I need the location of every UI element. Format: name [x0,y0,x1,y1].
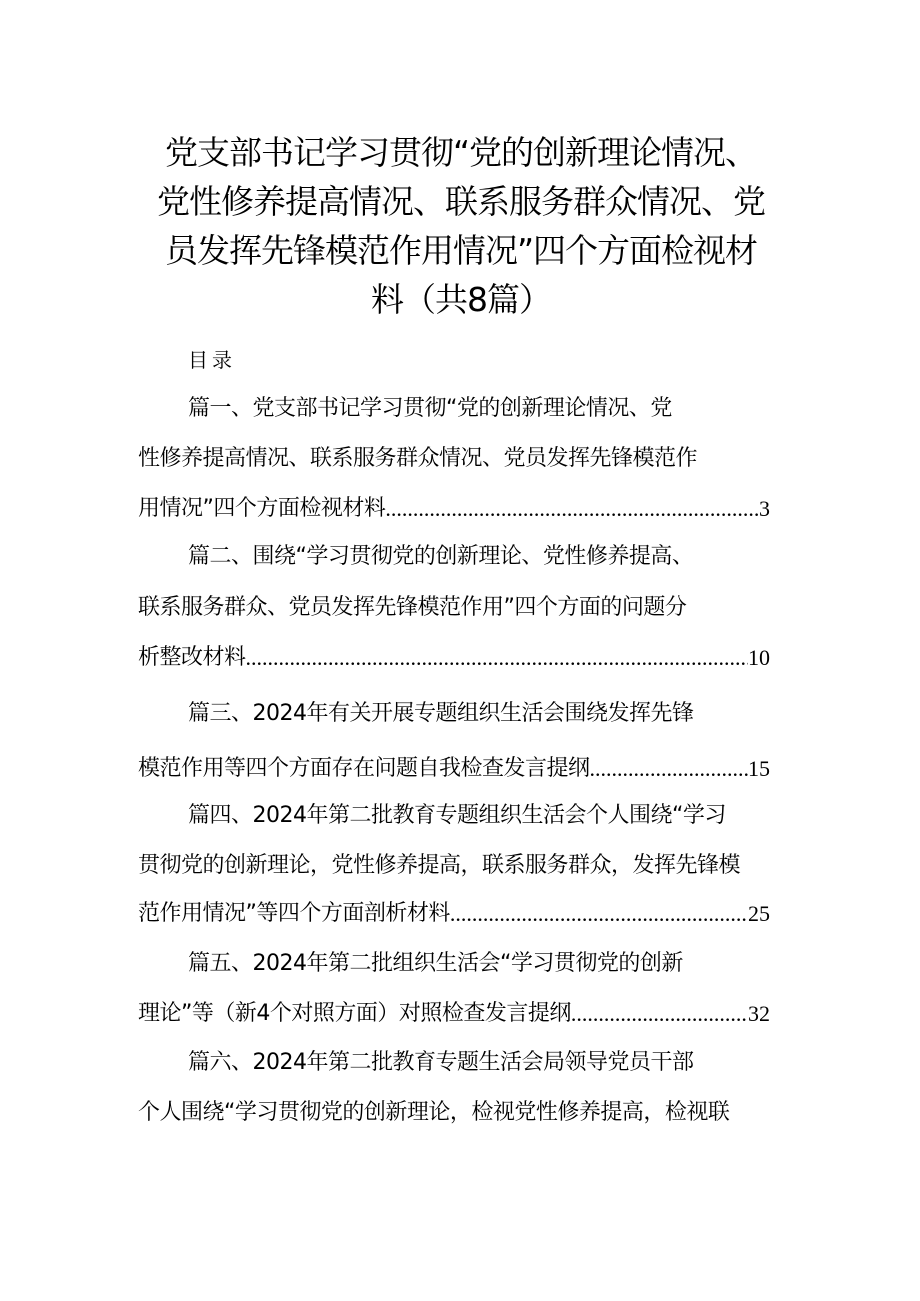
toc-entry-3-last-line[interactable] [138,752,770,786]
toc-entry-1-page: 3 [759,496,770,521]
toc-entry-4-line: 贯彻党的创新理论，党性修养提高，联系服务群众，发挥先锋模 [138,853,741,878]
dot-leader [385,492,759,526]
toc-entry-2-text: 析整改材料 [138,645,246,670]
toc-entry-5-last-line[interactable] [138,997,770,1031]
toc-entry-5-line: 篇五、2024年第二批组织生活会“学习贯彻党的创新 [188,951,683,976]
toc-entry-2-line: 篇二、围绕“学习贯彻党的创新理论、党性修养提高、 [188,544,694,569]
document-title [150,128,772,324]
title-line: 员发挥先锋模范作用情况”四个方面检视材 [164,231,758,270]
toc-entry-5-text: 理论”等（新4个对照方面）对照检查发言提纲 [138,1001,571,1026]
toc-entry-4-text: 范作用情况”等四个方面剖析材料 [138,901,450,926]
toc-entry-4-last-line[interactable] [138,897,770,931]
toc-entry-3-line: 篇三、2024年有关开展专题组织生活会围绕发挥先锋 [188,701,694,726]
toc-entry-1-line: 篇一、党支部书记学习贯彻“党的创新理论情况、党 [188,396,672,421]
toc-entry-4-page: 25 [748,901,770,926]
toc-heading: 目录 [188,348,236,372]
toc-entry-6-line: 篇六、2024年第二批教育专题生活会局领导党员干部 [188,1050,694,1075]
toc-entry-1-text: 用情况”四个方面检视材料 [138,496,386,521]
toc-entry-3-page: 15 [748,756,770,781]
title-line: 料（共8篇） [371,280,551,319]
toc-entry-2-page: 10 [748,645,770,670]
title-line: 党支部书记学习贯彻“党的创新理论情况、 [164,133,758,172]
dot-leader [571,997,748,1031]
toc-entry-4-line: 篇四、2024年第二批教育专题组织生活会个人围绕“学习 [188,803,726,828]
dot-leader [246,641,748,675]
toc-entry-1-last-line[interactable] [138,492,770,526]
toc-entry-6-line: 个人围绕“学习贯彻党的创新理论，检视党性修养提高，检视联 [138,1100,730,1125]
toc-entry-5-page: 32 [748,1001,770,1026]
toc-entry-2-line: 联系服务群众、党员发挥先锋模范作用”四个方面的问题分 [138,595,687,620]
dot-leader [590,752,748,786]
title-line: 党性修养提高情况、联系服务群众情况、党 [157,182,765,221]
toc-entry-2-last-line[interactable] [138,641,770,675]
toc-entry-3-text: 模范作用等四个方面存在问题自我检查发言提纲 [138,756,590,781]
toc-entry-1-line: 性修养提高情况、联系服务群众情况、党员发挥先锋模范作 [138,446,698,471]
dot-leader [450,897,748,931]
